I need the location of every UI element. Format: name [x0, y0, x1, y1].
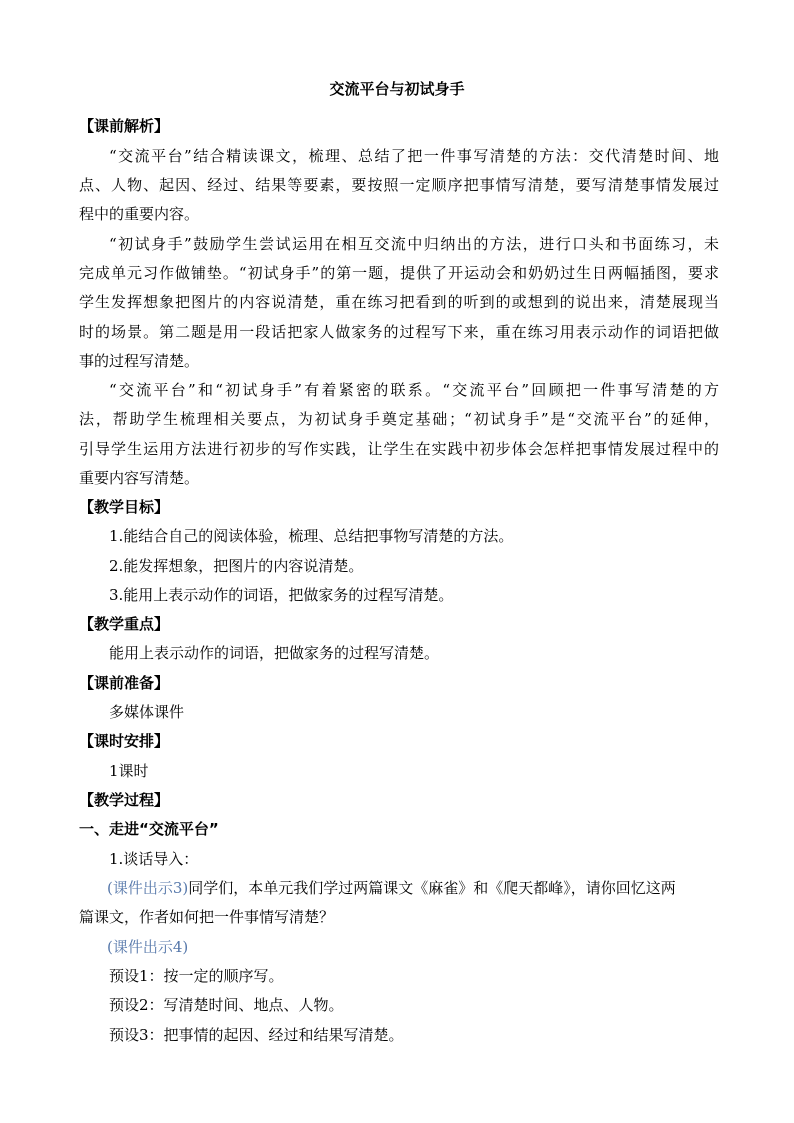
goal-item-1: 1.能结合自己的阅读体验，梳理、总结把事物写清楚的方法。 [109, 527, 514, 545]
schedule-text: 1课时 [109, 762, 149, 780]
heading-focus: 【教学重点】 [79, 615, 170, 633]
heading-analysis: 【课前解析】 [79, 117, 170, 135]
analysis-p3-line4: 重要内容写清楚。 [79, 469, 200, 487]
analysis-p2-line3: 学生发挥想象把图片的内容说清楚，重在练习把看到的听到的或想到的说出来，清楚展现当 [79, 293, 719, 311]
analysis-p2-line5: 事的过程写清楚。 [79, 352, 200, 370]
heading-goals: 【教学目标】 [79, 498, 170, 516]
process-step1: 1.谈话导入： [109, 850, 199, 868]
heading-schedule: 【课时安排】 [79, 732, 170, 750]
preset-2: 预设2：写清楚时间、地点、人物。 [109, 996, 344, 1014]
analysis-p3-line3: 引导学生运用方法进行初步的写作实践，让学生在实践中初步体会怎样把事情发展过程中的 [79, 440, 719, 458]
courseware-cue-3: (课件出示3) [107, 879, 189, 897]
preset-3: 预设3：把事情的起因、经过和结果写清楚。 [109, 1026, 404, 1044]
goal-item-3: 3.能用上表示动作的词语，把做家务的过程写清楚。 [109, 586, 454, 604]
goal-item-2: 2.能发挥想象，把图片的内容说清楚。 [109, 557, 364, 575]
process-cue3-text: 同学们，本单元我们学过两篇课文《麻雀》和《爬天都峰》，请你回忆这两 [188, 879, 676, 897]
heading-prep: 【课前准备】 [79, 674, 170, 692]
analysis-p2-line2: 完成单元习作做铺垫。“初试身手”的第一题，提供了开运动会和奶奶过生日两幅插图，要求 [79, 264, 719, 282]
process-part1-heading: 一、走进“交流平台” [79, 820, 219, 838]
process-cue3-line [107, 878, 676, 898]
preset-1: 预设1：按一定的顺序写。 [109, 967, 284, 985]
focus-text: 能用上表示动作的词语，把做家务的过程写清楚。 [109, 644, 440, 662]
analysis-p1-line3: 程中的重要内容。 [79, 205, 200, 223]
analysis-p1-line1: “交流平台”结合精读课文，梳理、总结了把一件事写清楚的方法：交代清楚时间、地 [109, 147, 719, 165]
page-title: 交流平台与初试身手 [329, 80, 465, 98]
analysis-p3-line2: 法，帮助学生梳理相关要点，为初试身手奠定基础；“初试身手”是“交流平台”的延伸， [79, 410, 719, 428]
heading-process: 【教学过程】 [79, 791, 170, 809]
analysis-p3-line1: “交流平台”和“初试身手”有着紧密的联系。“交流平台”回顾把一件事写清楚的方 [109, 381, 719, 399]
courseware-cue-4-label: (课件出示4) [107, 938, 189, 956]
courseware-cue-4 [107, 937, 188, 957]
analysis-p2-line4: 时的场景。第二题是用一段话把家人做家务的过程写下来，重在练习用表示动作的词语把做 [79, 323, 719, 341]
analysis-p1-line2: 点、人物、起因、经过、结果等要素，要按照一定顺序把事情写清楚，要写清楚事情发展过 [79, 176, 719, 194]
process-cue3-text2: 篇课文，作者如何把一件事情写清楚？ [79, 908, 335, 926]
prep-text: 多媒体课件 [109, 703, 185, 721]
analysis-p2-line1: “初试身手”鼓励学生尝试运用在相互交流中归纳出的方法，进行口头和书面练习，未 [109, 235, 719, 253]
